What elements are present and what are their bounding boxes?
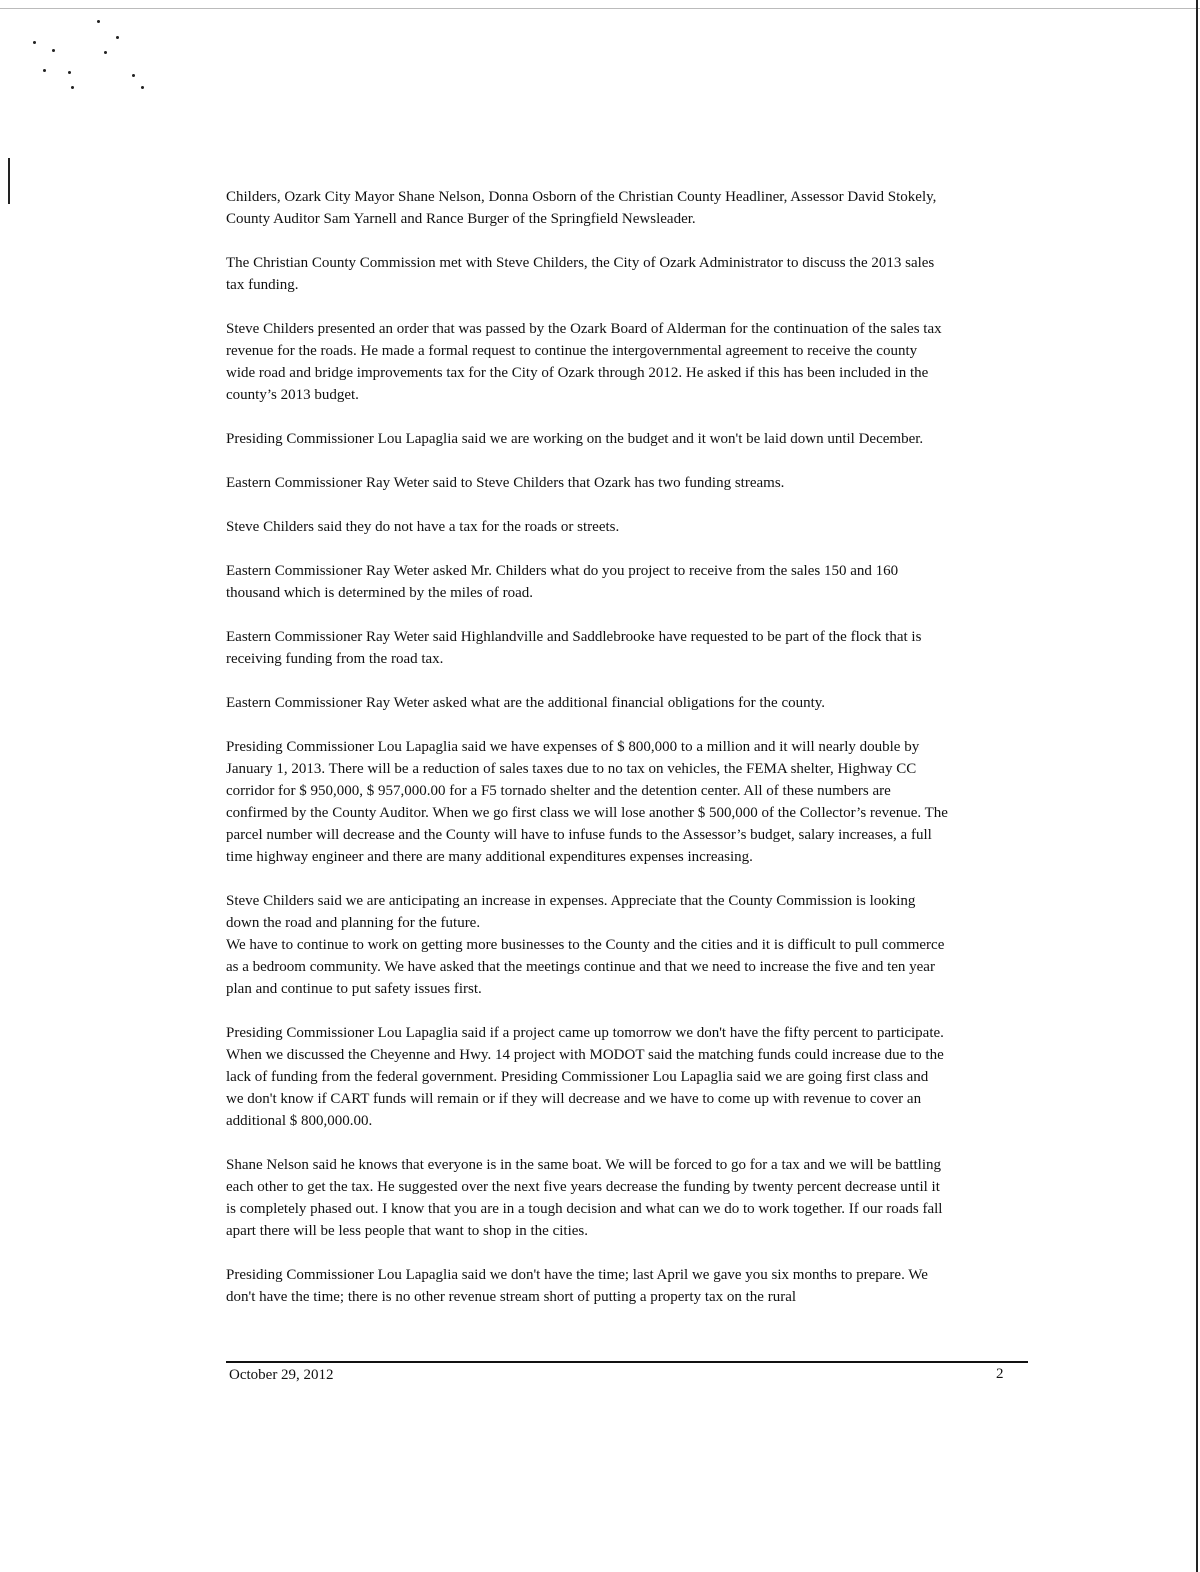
paragraph: Presiding Commissioner Lou Lapaglia said we have expenses of $ 800,000 to a million and it will nearly double by January 1, 2013. There will be a reduction of sales taxes due to no tax on vehicles, the FEMA shelter, Highway CC corridor for $ 950,000, $ 957,000.00 for a F5 tornado shelter and the detention center. All of these numbers are confirmed by the County Auditor. When we go first class we will lose another $ 500,000 of the Collector’s revenue. The parcel number will decrease and the County will have to infuse funds to the Assessor’s budget, salary increases, a full time highway engineer and there are many additional expenditures expenses increasing. <box>226 739 948 865</box>
paragraph: Steve Childers presented an order that was passed by the Ozark Board of Alderman for the continuation of the sales tax revenue for the roads. He made a formal request to continue the intergovernmental agreement to receive the county wide road and bridge improvements tax for the City of Ozark through 2012. He asked if this has been included in the county’s 2013 budget. <box>226 321 942 403</box>
scan-speck <box>71 86 74 89</box>
paragraph: Eastern Commissioner Ray Weter asked Mr. Childers what do you project to receive from the sales 150 and 160 thousand which is determined by the miles of road. <box>226 563 899 601</box>
paragraph: Steve Childers said they do not have a tax for the roads or streets. <box>226 519 620 535</box>
document-body <box>226 186 948 1308</box>
scan-speck <box>116 36 119 39</box>
paragraph: Presiding Commissioner Lou Lapaglia said we don't have the time; last April we gave you six months to prepare. We don't have the time; there is no other revenue stream short of putting a property tax on the rural <box>226 1267 928 1305</box>
paragraph: Eastern Commissioner Ray Weter said Highlandville and Saddlebrooke have requested to be part of the flock that is receiving funding from the road tax. <box>226 629 922 667</box>
paragraph: We have to continue to work on getting more businesses to the County and the cities and it is difficult to pull commerce as a bedroom community. We have asked that the meetings continue and that we need to increase the five and ten year plan and continue to put safety issues first. <box>226 937 945 997</box>
paragraph: The Christian County Commission met with Steve Childers, the City of Ozark Administrator to discuss the 2013 sales tax funding. <box>226 255 935 293</box>
scan-speck <box>52 49 55 52</box>
scan-speck <box>141 86 144 89</box>
scan-top-edge <box>0 0 1200 9</box>
paragraph: Steve Childers said we are anticipating an increase in expenses. Appreciate that the County Commission is looking down the road and planning for the future. <box>226 893 916 931</box>
scan-margin-mark <box>8 158 10 204</box>
scan-speck <box>97 20 100 23</box>
paragraph: Presiding Commissioner Lou Lapaglia said if a project came up tomorrow we don't have the fifty percent to participate. When we discussed the Cheyenne and Hwy. 14 project with MODOT said the matching funds could increase due to the lack of funding from the federal government. Presiding Commissioner Lou Lapaglia said we are going first class and we don't know if CART funds will remain or if they will decrease and we have to come up with revenue to cover an additional $ 800,000.00. <box>226 1025 944 1129</box>
scan-speck <box>132 74 135 77</box>
paragraph-attendees: Childers, Ozark City Mayor Shane Nelson, Donna Osborn of the Christian County Headliner, Assessor David Stokely, County Auditor Sam Yarnell and Rance Burger of the Springfield Newsleader. <box>226 189 937 227</box>
paragraph: Eastern Commissioner Ray Weter said to Steve Childers that Ozark has two funding streams. <box>226 475 785 491</box>
page-number: 2 <box>996 1366 1004 1382</box>
footer-date: October 29, 2012 <box>229 1367 334 1383</box>
scan-speck <box>43 69 46 72</box>
scan-right-edge <box>1196 0 1198 1572</box>
paragraph: Presiding Commissioner Lou Lapaglia said we are working on the budget and it won't be laid down until December. <box>226 431 924 447</box>
scan-speck <box>33 41 36 44</box>
paragraph: Shane Nelson said he knows that everyone is in the same boat. We will be forced to go for a tax and we will be battling each other to get the tax. He suggested over the next five years decrease the funding by twenty percent decrease until it is completely phased out. I know that you are in a tough decision and what can we do to work together. If our roads fall apart there will be less people that want to shop in the cities. <box>226 1157 943 1239</box>
scan-speck <box>104 51 107 54</box>
footer-rule <box>226 1361 1028 1363</box>
scan-speck <box>68 71 71 74</box>
paragraph: Eastern Commissioner Ray Weter asked what are the additional financial obligations for the county. <box>226 695 826 711</box>
